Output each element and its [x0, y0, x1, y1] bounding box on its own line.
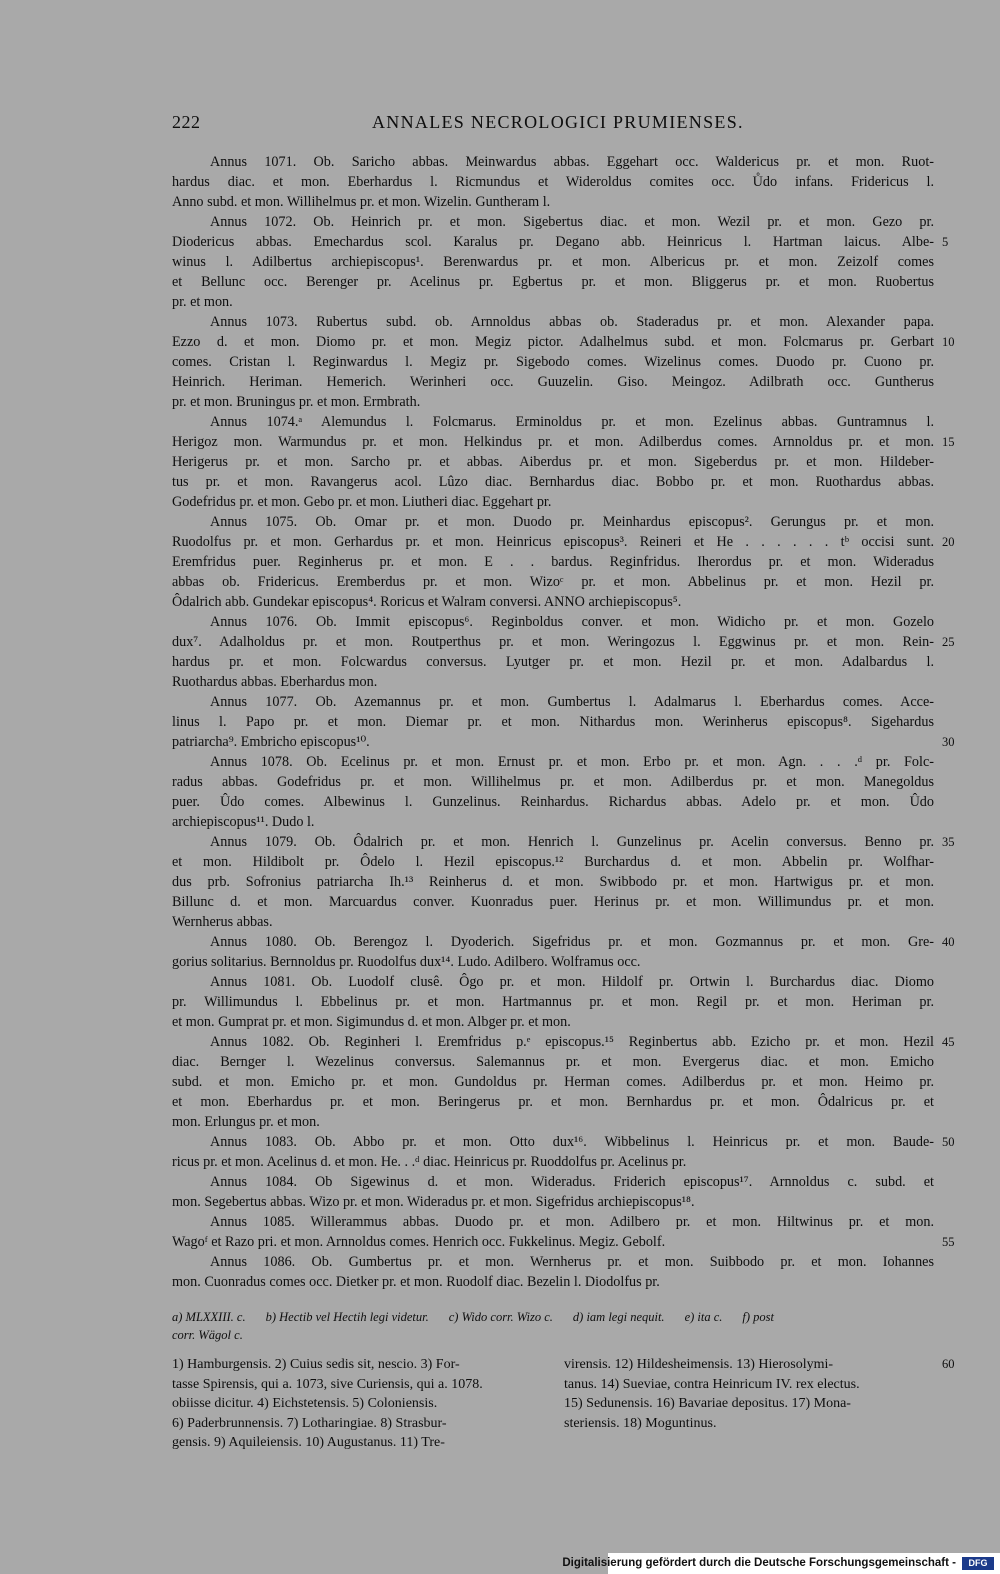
- critical-apparatus: [172, 1308, 934, 1344]
- text-line: [172, 712, 934, 732]
- text-line: [172, 1092, 934, 1112]
- text-line: [172, 252, 934, 272]
- text-line: [172, 1272, 934, 1292]
- line-number: 60: [942, 1357, 955, 1371]
- text-line-content: ricus pr. et mon. Acelinus d. et mon. He. . .ᵈ diac. Heinricus pr. Ruoddolfus pr. Acelinus pr.: [172, 1154, 687, 1170]
- text-line: [172, 672, 934, 692]
- text-line: [172, 352, 934, 372]
- text-line: [172, 1052, 934, 1072]
- footnote-line: [172, 1308, 934, 1326]
- line-number: 20: [942, 535, 955, 549]
- text-line-content: patriarcha⁹. Embricho episcopus¹⁰.: [172, 734, 370, 750]
- text-line: [172, 1112, 934, 1132]
- text-line: [172, 452, 934, 472]
- dfg-logo-icon: DFG: [962, 1557, 994, 1570]
- text-line-content: Annus 1077. Ob. Azemannus pr. et mon. Gumbertus l. Adalmarus l. Eberhardus comes. Acce-: [210, 694, 934, 710]
- text-line-content: Herigerus pr. et mon. Sarcho pr. et abbas. Aiberdus pr. et mon. Sigeberdus pr. et mon. Hildeber-: [172, 454, 934, 470]
- line-number: 15: [942, 435, 955, 449]
- text-line: [172, 432, 955, 452]
- text-line-content: Annus 1082. Ob. Reginheri l. Eremfridus p.ᵉ episcopus.¹⁵ Reginbertus abb. Ezicho pr. et mon. Hezil: [210, 1034, 934, 1050]
- text-line-content: radus abbas. Godefridus pr. et mon. Willihelmus pr. et mon. Adilberdus pr. et mon. Manegoldus: [172, 774, 934, 790]
- note-line: virensis. 12) Hildesheimensis. 13) Hierosolymi-: [564, 1357, 834, 1372]
- text-line: [172, 772, 934, 792]
- text-line-content: Annus 1081. Ob. Luodolf clusê. Ôgo pr. et mon. Hildolf pr. Ortwin l. Burchardus diac. Diomo: [210, 974, 934, 990]
- text-line-content: Herigoz mon. Warmundus pr. et mon. Helkindus pr. et mon. Adilberdus comes. Arnnoldus pr. et mon.: [172, 434, 934, 450]
- text-line-content: linus l. Papo pr. et mon. Diemar pr. et mon. Nithardus mon. Werinherus episcopus⁸. Sigehardus: [172, 714, 934, 730]
- page-header: [0, 112, 1000, 142]
- text-line-content: et mon. Hildibolt pr. Ôdelo l. Hezil episcopus.¹² Burchardus d. et mon. Abbelin pr. Wolfhar-: [172, 854, 934, 870]
- running-title: ANNALES NECROLOGICI PRUMIENSES.: [372, 112, 744, 132]
- text-line-content: Annus 1078. Ob. Ecelinus pr. et mon. Ernust pr. et mon. Erbo pr. et mon. Agn. . . .ᵈ pr. Folc-: [210, 754, 934, 770]
- text-line: [172, 852, 934, 872]
- text-line-content: Annus 1071. Ob. Saricho abbas. Meinwardus abbas. Eggehart occ. Waldericus pr. et mon. Ruot-: [210, 154, 934, 170]
- text-line: [172, 152, 934, 172]
- notes-column-left: [172, 1355, 544, 1453]
- text-line: [172, 1152, 934, 1172]
- text-line: [172, 392, 934, 412]
- text-line: [172, 752, 934, 772]
- note-line: gensis. 9) Aquileiensis. 10) Augustanus. 11) Tre-: [172, 1435, 445, 1450]
- text-line-content: Eremfridus puer. Reginherus pr. et mon. E . . bardus. Reginfridus. Iherordus pr. et mon. Wideradus: [172, 554, 934, 570]
- footnote: a) MLXXIII. c.: [172, 1310, 246, 1324]
- line-number: 5: [942, 235, 949, 249]
- text-line: [172, 1032, 955, 1052]
- text-line: [172, 872, 934, 892]
- text-line: [172, 492, 934, 512]
- footnote-line: [172, 1326, 934, 1344]
- text-line: [172, 792, 934, 812]
- page-number: 222: [172, 112, 201, 132]
- text-line-content: Annus 1074.ᵃ Alemundus l. Folcmarus. Erminoldus pr. et mon. Ezelinus abbas. Guntramnus l.: [210, 414, 934, 430]
- text-line-content: puer. Ûdo comes. Albewinus l. Gunzelinus. Reinhardus. Richardus abbas. Adelo pr. et mon. Ûdo: [172, 794, 934, 810]
- line-number: 45: [942, 1035, 955, 1049]
- text-line-content: Heinrich. Heriman. Hemerich. Werinheri occ. Guuzelin. Giso. Meingoz. Adilbrath occ. Guntherus: [172, 374, 934, 390]
- footnote: c) Wido corr. Wizo c.: [448, 1310, 553, 1324]
- text-line: [172, 172, 934, 192]
- text-line: [172, 1172, 934, 1192]
- footnote: b) Hectib vel Hectih legi videtur.: [265, 1310, 429, 1324]
- text-line: [172, 612, 934, 632]
- text-line: [172, 572, 934, 592]
- text-line: [172, 992, 934, 1012]
- text-line-content: Godefridus pr. et mon. Gebo pr. et mon. Liutheri diac. Eggehart pr.: [172, 494, 552, 510]
- text-line-content: Ezzo d. et mon. Diomo pr. et mon. Megiz pictor. Adalhelmus subd. et mon. Folcmarus pr. Gerbart: [172, 334, 934, 350]
- text-line-content: Annus 1080. Ob. Berengoz l. Dyoderich. Sigefridus pr. et mon. Gozmannus pr. et mon. Gre-: [210, 934, 934, 950]
- text-line: [172, 412, 934, 432]
- line-number: 10: [942, 335, 955, 349]
- footnote: e) ita c.: [684, 1310, 723, 1324]
- text-line: [172, 932, 955, 952]
- text-line-content: et mon. Eberhardus pr. et mon. Beringerus pr. et mon. Bernhardus pr. et mon. Ôdalricus pr. et: [172, 1094, 934, 1110]
- dfg-banner-text: Digitalisierung gefördert durch die Deutsche Forschungsgemeinschaft -: [562, 1557, 956, 1569]
- line-number: 30: [942, 735, 955, 749]
- text-line-content: Annus 1072. Ob. Heinrich pr. et mon. Sigebertus diac. et mon. Wezil pr. et mon. Gezo pr.: [210, 214, 934, 230]
- text-line: [172, 592, 934, 612]
- text-line-content: tus pr. et mon. Ravangerus acol. Lûzo diac. Bernhardus diac. Bobbo pr. et mon. Ruothardus abbas.: [172, 474, 934, 490]
- text-line: [172, 372, 934, 392]
- text-line-content: dux⁷. Adalholdus pr. et mon. Routperthus pr. et mon. Weringozus l. Eggwinus pr. et mon. Rein-: [172, 634, 934, 650]
- text-line-content: pr. Willimundus l. Ebbelinus pr. et mon. Hartmannus pr. et mon. Regil pr. et mon. Heriman pr.: [172, 994, 934, 1010]
- text-line: [172, 952, 934, 972]
- text-line: [172, 1212, 934, 1232]
- text-line-content: Annus 1084. Ob Sigewinus d. et mon. Wideradus. Friderich episcopus¹⁷. Arnnoldus c. subd. et: [210, 1174, 934, 1190]
- text-line: [172, 272, 934, 292]
- text-line-content: Annus 1086. Ob. Gumbertus pr. et mon. Wernherus pr. et mon. Suibbodo pr. et mon. Iohannes: [210, 1254, 934, 1270]
- text-line: [172, 232, 949, 252]
- text-line-content: pr. et mon.: [172, 294, 233, 310]
- text-line: [172, 632, 955, 652]
- note-line: tasse Spirensis, qui a. 1073, sive Curiensis, qui a. 1078.: [172, 1376, 483, 1392]
- text-line: [172, 292, 934, 312]
- line-number: 55: [942, 1235, 955, 1249]
- text-line: [172, 912, 934, 932]
- note-line: tanus. 14) Sueviae, contra Heinricum IV. rex electus.: [564, 1376, 860, 1392]
- note-line: obiisse dicitur. 4) Eichstetensis. 5) Coloniensis.: [172, 1396, 438, 1411]
- text-line-content: gorius solitarius. Bernnoldus pr. Ruodolfus dux¹⁴. Ludo. Adilbero. Wolframus occ.: [172, 954, 641, 970]
- text-line-content: abbas ob. Fridericus. Eremberdus pr. et mon. Wizoᶜ pr. et mon. Abbelinus pr. et mon. Hezil pr.: [172, 574, 934, 590]
- text-line: [172, 652, 934, 672]
- text-line-content: Billunc d. et mon. Marcuardus conver. Kuonradus puer. Herinus pr. et mon. Willimundus pr. et mon.: [172, 894, 934, 910]
- text-line-content: et Bellunc occ. Berenger pr. Acelinus pr. Egbertus pr. et mon. Bliggerus pr. et mon. Ruobertus: [172, 274, 934, 290]
- text-line: [172, 512, 934, 532]
- text-line: [172, 192, 934, 212]
- text-line-content: subd. et mon. Emicho pr. et mon. Gundoldus pr. Herman comes. Adilberdus pr. et mon. Heimo pr.: [172, 1074, 934, 1090]
- text-line-content: Wagoᶠ et Razo pri. et mon. Arnnoldus comes. Henrich occ. Fukkelinus. Megiz. Gebolf.: [172, 1234, 666, 1250]
- line-number: 35: [942, 835, 955, 849]
- text-line-content: mon. Cuonradus comes occ. Dietker pr. et mon. Ruodolf diac. Bezelin l. Diodolfus pr.: [172, 1274, 660, 1290]
- text-line: [172, 1232, 955, 1252]
- footnote: f) post: [742, 1310, 775, 1324]
- note-line: 6) Paderbrunnensis. 7) Lotharingiae. 8) Strasbur-: [172, 1415, 447, 1431]
- text-line: [172, 1192, 934, 1212]
- text-line: [172, 1072, 934, 1092]
- text-line-content: Ruodolfus pr. et mon. Gerhardus pr. et mon. Heinricus episcopus³. Reineri et He . . . . . . tᵇ occisi sunt.: [172, 534, 934, 550]
- note-line: 1) Hamburgensis. 2) Cuius sedis sit, nescio. 3) For-: [172, 1357, 460, 1372]
- text-line: [172, 532, 955, 552]
- text-line-content: Wernherus abbas.: [172, 914, 273, 930]
- text-line: [172, 1252, 934, 1272]
- text-line-content: Annus 1085. Willerammus abbas. Duodo pr. et mon. Adilbero pr. et mon. Hiltwinus pr. et mon.: [210, 1214, 934, 1230]
- text-line-content: hardus pr. et mon. Folcwardus conversus. Lyutger pr. et mon. Hezil pr. et mon. Adalbardus l.: [172, 654, 934, 670]
- text-line: [172, 212, 934, 232]
- text-line-content: Annus 1079. Ob. Ôdalrich pr. et mon. Henrich l. Gunzelinus pr. Acelin conversus. Benno pr.: [210, 834, 934, 850]
- text-line-content: Annus 1075. Ob. Omar pr. et mon. Duodo pr. Meinhardus episcopus². Gerungus pr. et mon.: [210, 514, 934, 530]
- text-line: [172, 972, 934, 992]
- text-line-content: et mon. Gumprat pr. et mon. Sigimundus d. et mon. Albger pr. et mon.: [172, 1014, 571, 1030]
- text-line-content: winus l. Adilbertus archiepiscopus¹. Berenwardus pr. et mon. Albericus pr. et mon. Zeizolf comes: [172, 254, 934, 270]
- note-line: steriensis. 18) Moguntinus.: [564, 1415, 717, 1431]
- text-line: [172, 312, 934, 332]
- text-line: [172, 832, 955, 852]
- text-line-content: Annus 1083. Ob. Abbo pr. et mon. Otto dux¹⁶. Wibbelinus l. Heinricus pr. et mon. Baude-: [210, 1134, 934, 1150]
- text-line: [172, 732, 955, 752]
- text-line-content: Annus 1073. Rubertus subd. ob. Arnnoldus abbas ob. Staderadus pr. et mon. Alexander papa.: [210, 314, 934, 330]
- text-line-content: hardus diac. et mon. Eberhardus l. Ricmundus et Wideroldus comites occ. Ůdo infans. Fridericus l.: [172, 174, 934, 190]
- line-number: 40: [942, 935, 955, 949]
- line-number: 25: [942, 635, 955, 649]
- text-line-content: Ôdalrich abb. Gundekar episcopus⁴. Roricus et Walram conversi. ANNO archiepiscopus⁵.: [172, 594, 682, 610]
- text-line: [172, 332, 955, 352]
- line-number: 50: [942, 1135, 955, 1149]
- text-line-content: diac. Bernger l. Wezelinus conversus. Salemannus pr. et mon. Evergerus diac. et mon. Emicho: [172, 1054, 934, 1070]
- notes-column-right: [564, 1355, 934, 1433]
- text-line: [172, 692, 934, 712]
- text-line: [172, 552, 934, 572]
- text-line: [172, 1132, 955, 1152]
- text-line-content: Annus 1076. Ob. Immit episcopus⁶. Reginboldus conver. et mon. Widicho pr. et mon. Gozelo: [210, 614, 934, 630]
- text-line-content: Anno subd. et mon. Willihelmus pr. et mon. Wizelin. Guntheram l.: [172, 194, 551, 210]
- note-line: 15) Sedunensis. 16) Bavariae depositus. 17) Mona-: [564, 1396, 851, 1411]
- text-line-content: Diodericus abbas. Emechardus scol. Karalus pr. Degano abb. Heinricus l. Hartman laicus. Albe-: [172, 234, 934, 250]
- text-line: [172, 472, 934, 492]
- text-line-content: comes. Cristan l. Reginwardus l. Megiz pr. Sigebodo comes. Wizelinus comes. Duodo pr. Cuono pr.: [172, 354, 934, 370]
- dfg-funding-banner: [562, 1553, 1000, 1574]
- text-line: [172, 1012, 934, 1032]
- text-line-content: archiepiscopus¹¹. Dudo l.: [172, 814, 315, 830]
- text-line-content: mon. Erlungus pr. et mon.: [172, 1114, 320, 1130]
- text-line-content: pr. et mon. Bruningus pr. et mon. Ermbrath.: [172, 394, 421, 410]
- text-line-content: Ruothardus abbas. Eberhardus mon.: [172, 674, 378, 690]
- text-line: [172, 892, 934, 912]
- main-text: [172, 152, 955, 1292]
- text-line: [172, 812, 934, 832]
- footnote: d) iam legi nequit.: [572, 1310, 665, 1324]
- text-line-content: mon. Segebertus abbas. Wizo pr. et mon. Wideradus pr. et mon. Sigefridus archiepiscopus¹⁸.: [172, 1194, 695, 1210]
- text-line-content: dus prb. Sofronius patriarcha Ih.¹³ Reinherus d. et mon. Swibbodo pr. et mon. Hartwigus pr. et mon.: [172, 874, 934, 890]
- footnote: corr. Wägol c.: [172, 1328, 243, 1342]
